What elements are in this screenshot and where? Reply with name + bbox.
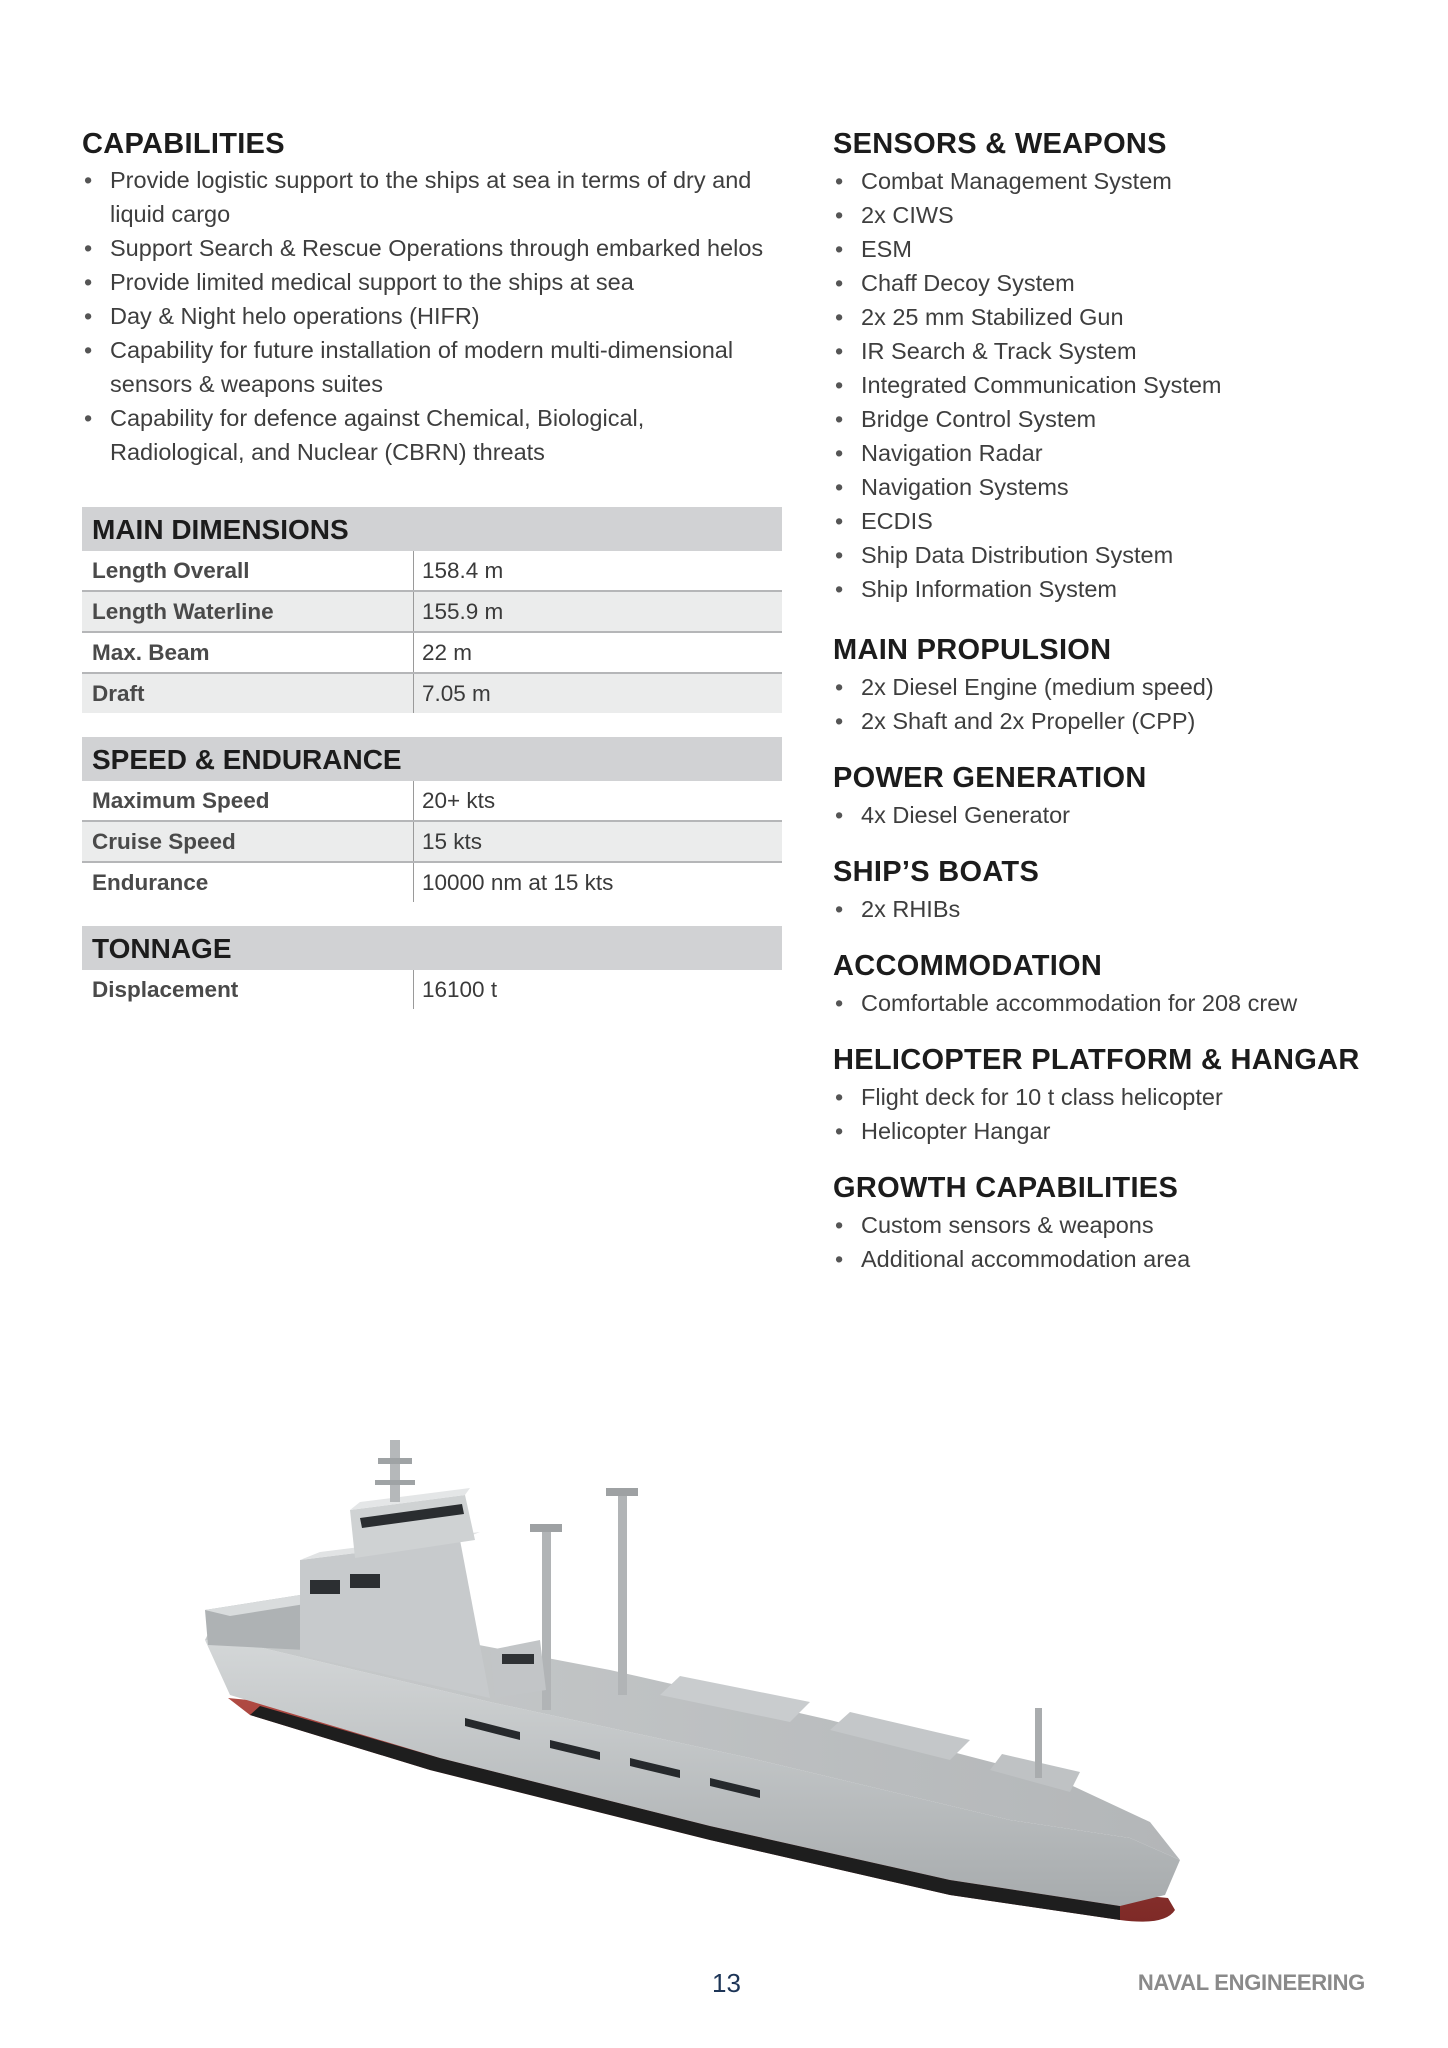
row-value: 10000 nm at 15 kts (422, 870, 614, 895)
list-item: • IR Search & Track System (833, 334, 1393, 368)
table-row (82, 633, 782, 674)
table-row (82, 781, 782, 822)
row-value: 155.9 m (422, 599, 504, 624)
list-item: • Day & Night helo operations (HIFR) (82, 299, 782, 333)
list-item: • Custom sensors & weapons (833, 1208, 1393, 1242)
list-item: • Ship Information System (833, 572, 1393, 606)
main-propulsion-title: MAIN PROPULSION (833, 634, 1112, 666)
ship-render (190, 1440, 1200, 1960)
list-item: • Provide limited medical support to the ships at sea (82, 265, 782, 299)
power-generation-section (833, 762, 1393, 832)
row-value: 15 kts (422, 829, 483, 854)
accommodation-title: ACCOMMODATION (833, 950, 1103, 982)
list-item: • Navigation Radar (833, 436, 1393, 470)
list-item: • 2x 25 mm Stabilized Gun (833, 300, 1393, 334)
power-generation-title: POWER GENERATION (833, 762, 1147, 794)
right-column (833, 128, 1393, 1300)
list-item: • ESM (833, 232, 1393, 266)
list-item: • Capability for defence against Chemical, Biological, Radiological, and Nuclear (CBRN) threats (82, 401, 782, 469)
left-column (82, 128, 782, 1009)
list-item: • Chaff Decoy System (833, 266, 1393, 300)
capabilities-title: CAPABILITIES (82, 128, 285, 160)
list-item: • 2x Diesel Engine (medium speed) (833, 670, 1393, 704)
growth-section (833, 1172, 1393, 1276)
table-row (82, 970, 782, 1009)
growth-title: GROWTH CAPABILITIES (833, 1172, 1179, 1204)
table-row (82, 674, 782, 713)
row-label: Endurance (82, 863, 414, 902)
table-row (82, 822, 782, 863)
list-item: • 2x RHIBs (833, 892, 1393, 926)
row-value: 7.05 m (422, 681, 491, 706)
row-label: Cruise Speed (82, 822, 414, 861)
ships-boats-title: SHIP’S BOATS (833, 856, 1040, 888)
sensors-weapons-list (833, 164, 1393, 606)
list-item: • 4x Diesel Generator (833, 798, 1393, 832)
table-header: TONNAGE (82, 926, 782, 970)
list-item: • Bridge Control System (833, 402, 1393, 436)
table-header: SPEED & ENDURANCE (82, 737, 782, 781)
ship-illustration (190, 1440, 1200, 1960)
list-item: • Navigation Systems (833, 470, 1393, 504)
main-propulsion-section (833, 634, 1393, 738)
ships-boats-list (833, 892, 1393, 926)
helicopter-title: HELICOPTER PLATFORM & HANGAR (833, 1044, 1360, 1076)
row-label: Displacement (82, 970, 414, 1009)
sensors-weapons-section (833, 128, 1393, 606)
list-item: • Integrated Communication System (833, 368, 1393, 402)
list-item: • 2x CIWS (833, 198, 1393, 232)
row-label: Length Overall (82, 551, 414, 590)
list-item: • Support Search & Rescue Operations through embarked helos (82, 231, 782, 265)
helicopter-list (833, 1080, 1393, 1148)
list-item: • ECDIS (833, 504, 1393, 538)
list-item: • Additional accommodation area (833, 1242, 1393, 1276)
accommodation-list (833, 986, 1393, 1020)
list-item: • Ship Data Distribution System (833, 538, 1393, 572)
main-dimensions-table (82, 507, 782, 713)
row-value: 20+ kts (422, 788, 496, 813)
row-value: 16100 t (422, 977, 498, 1002)
sensors-weapons-title: SENSORS & WEAPONS (833, 128, 1167, 160)
accommodation-section (833, 950, 1393, 1020)
tonnage-table (82, 926, 782, 1009)
table-row (82, 863, 782, 902)
helicopter-section (833, 1044, 1393, 1148)
row-value: 22 m (422, 640, 473, 665)
table-header: MAIN DIMENSIONS (82, 507, 782, 551)
row-label: Maximum Speed (82, 781, 414, 820)
row-label: Draft (82, 674, 414, 713)
capabilities-list (82, 163, 782, 469)
power-generation-list (833, 798, 1393, 832)
speed-endurance-table (82, 737, 782, 902)
row-label: Length Waterline (82, 592, 414, 631)
main-propulsion-list (833, 670, 1393, 738)
capabilities-section (82, 128, 782, 469)
row-label: Max. Beam (82, 633, 414, 672)
table-row (82, 592, 782, 633)
row-value: 158.4 m (422, 558, 504, 583)
list-item: • Comfortable accommodation for 208 crew (833, 986, 1393, 1020)
list-item: • Capability for future installation of modern multi-dimensional sensors & weapons suites (82, 333, 782, 401)
list-item: • Provide logistic support to the ships at sea in terms of dry and liquid cargo (82, 163, 782, 231)
list-item: • Flight deck for 10 t class helicopter (833, 1080, 1393, 1114)
page-number: 13 (712, 1968, 741, 1998)
list-item: • 2x Shaft and 2x Propeller (CPP) (833, 704, 1393, 738)
ships-boats-section (833, 856, 1393, 926)
footer-brand: NAVAL ENGINEERING (1137, 1970, 1365, 1995)
list-item: • Combat Management System (833, 164, 1393, 198)
list-item: • Helicopter Hangar (833, 1114, 1393, 1148)
growth-list (833, 1208, 1393, 1276)
table-row (82, 551, 782, 592)
